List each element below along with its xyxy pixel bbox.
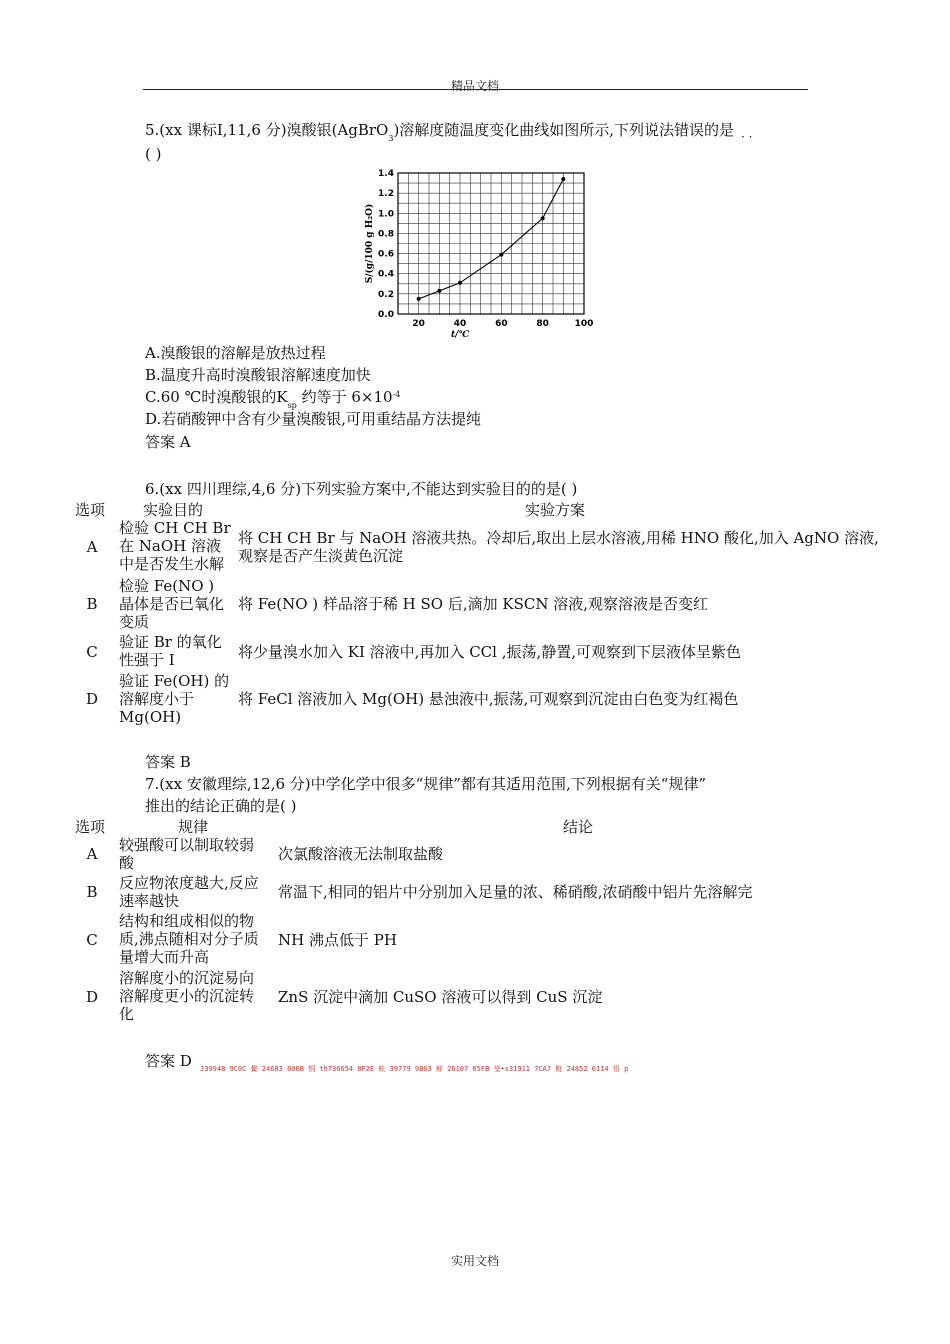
q6-row-a-plan: 将 CH CH Br 与 NaOH 溶液共热。冷却后,取出上层水溶液,用稀 HNO 酸化,加入 AgNO 溶液,观察是否产生淡黄色沉淀: [238, 529, 879, 565]
q7-row-c-conclusion: NH 沸点低于 PH: [278, 931, 397, 949]
q6-row-d-goal: 验证 Fe(OH) 的溶解度小于 Mg(OH): [119, 672, 230, 726]
y-tick-label: 0.8: [378, 229, 394, 240]
q5-option-c-sub: sp: [287, 401, 297, 410]
data-point: [417, 297, 421, 301]
q5-option-d: D.若硝酸钾中含有少量溴酸银,可用重结晶方法提纯: [145, 410, 482, 428]
q5-option-a: A.溴酸银的溶解是放热过程: [145, 344, 326, 362]
y-tick-label: 0.4: [378, 269, 394, 280]
solubility-chart-svg: [362, 169, 594, 340]
y-tick-label: 0.2: [378, 289, 394, 300]
page-footer: 实用文档: [450, 1254, 499, 1268]
q5-stem-post: )溶解度随温度变化曲线如图所示,下列说法错误的是: [393, 121, 735, 139]
q7-row-b-conclusion: 常温下,相同的铝片中分别加入足量的浓、稀硝酸,浓硝酸中铝片先溶解完: [278, 883, 753, 901]
q5-option-c: [145, 386, 401, 410]
data-point: [499, 253, 503, 257]
q6-row-b-goal: 检验 Fe(NO ) 晶体是否已氧化变质: [119, 577, 225, 631]
q7-row-a-label: A: [86, 845, 98, 863]
q6-header-plan: 实验方案: [525, 501, 586, 519]
q7-row-a-conclusion: 次氯酸溶液无法制取盐酸: [278, 845, 444, 863]
q5-stem: [145, 119, 734, 144]
x-tick-label: 60: [495, 319, 508, 329]
q6-row-a-goal: 检验 CH CH Br 在 NaOH 溶液中是否发生水解: [119, 519, 231, 573]
q7-answer: 答案 D: [145, 1052, 192, 1070]
q5-option-c-post: 约等于 6×10: [301, 388, 393, 406]
data-point: [561, 177, 565, 181]
data-point: [437, 289, 441, 293]
q5-option-b: B.温度升高时溴酸银溶解速度加快: [145, 366, 371, 384]
garbled-noise-text: J39948 9C0C 鳌 24683 606B 恫 th736654 8F2E 帐 39779 9B63 鮮 26107 65FB 旻•s31911 7CA7 粧 24852 6114 悟 p: [200, 1065, 629, 1073]
q7-row-d-rule: 溶解度小的沉淀易向溶解度更小的沉淀转化: [119, 969, 255, 1023]
y-tick-label: 1.2: [378, 189, 394, 200]
q5-stem-pre: 5.(xx 课标Ⅰ,11,6 分)溴酸银(AgBrO: [145, 121, 389, 139]
q6-answer: 答案 B: [145, 753, 191, 771]
data-point: [458, 281, 462, 285]
q5-option-c-exp: -4: [392, 390, 401, 399]
q6-header-goal: 实验目的: [143, 501, 204, 519]
q7-row-b-label: B: [86, 883, 98, 901]
q7-header-option: 选项: [75, 818, 106, 836]
q6-row-c-plan: 将少量溴水加入 KI 溶液中,再加入 CCl ,振荡,静置,可观察到下层液体呈紫色: [238, 643, 742, 661]
y-axis-label: S/(g/100 g H₂O): [365, 203, 375, 284]
q7-row-c-rule: 结构和组成相似的物质,沸点随相对分子质量增大而升高: [119, 912, 259, 966]
q7-row-c-label: C: [86, 931, 98, 949]
x-tick-label: 40: [453, 319, 467, 329]
q6-stem: 6.(xx 四川理综,4,6 分)下列实验方案中,不能达到实验目的的是( ): [145, 480, 578, 498]
q7-header-conclusion: 结论: [563, 818, 594, 836]
header-rule: [143, 89, 808, 90]
y-tick-label: 0.0: [378, 310, 394, 320]
q7-row-d-conclusion: ZnS 沉淀中滴加 CuSO 溶液可以得到 CuS 沉淀: [278, 988, 603, 1006]
y-tick-label: 0.6: [378, 249, 394, 260]
q5-stem-sub: 3: [388, 134, 394, 143]
q6-row-c-label: C: [86, 643, 98, 661]
q6-row-c-goal: 验证 Br 的氧化性强于 I: [119, 633, 222, 669]
q6-header-option: 选项: [75, 501, 106, 519]
q7-row-b-rule: 反应物浓度越大,反应速率越快: [119, 874, 259, 910]
q7-header-rule: 规律: [178, 818, 209, 836]
q5-option-c-pre: C.60 ℃时溴酸银的K: [145, 388, 288, 406]
emphasis-dots: · ·: [741, 130, 753, 144]
q6-row-b-plan: 将 Fe(NO ) 样品溶于稀 H SO 后,滴加 KSCN 溶液,观察溶液是否变红: [238, 595, 709, 613]
q6-row-d-plan: 将 FeCl 溶液加入 Mg(OH) 悬浊液中,振荡,可观察到沉淀由白色变为红褐色: [238, 690, 739, 708]
q7-stem-line2: 推出的结论正确的是( ): [145, 797, 297, 815]
y-tick-label: 1.4: [378, 169, 394, 179]
q7-stem-line1: 7.(xx 安徽理综,12,6 分)中学化学中很多“规律”都有其适用范围,下列根据有关“规律”: [145, 775, 707, 793]
x-tick-label: 100: [574, 319, 594, 329]
q6-row-a-label: A: [86, 538, 98, 556]
x-tick-label: 80: [536, 319, 549, 329]
data-point: [541, 216, 545, 220]
q7-row-a-rule: 较强酸可以制取较弱酸: [119, 836, 255, 872]
q5-answer: 答案 A: [145, 433, 191, 451]
x-axis-label: t/℃: [451, 330, 470, 340]
q6-row-d-label: D: [85, 690, 99, 708]
x-tick-label: 20: [412, 319, 425, 329]
solubility-chart: [362, 169, 594, 340]
y-tick-label: 1.0: [378, 209, 394, 220]
q5-paren: ( ): [145, 145, 162, 163]
page-header: 精品文档: [450, 79, 499, 93]
q6-row-b-label: B: [86, 595, 98, 613]
q7-row-d-label: D: [85, 988, 99, 1006]
